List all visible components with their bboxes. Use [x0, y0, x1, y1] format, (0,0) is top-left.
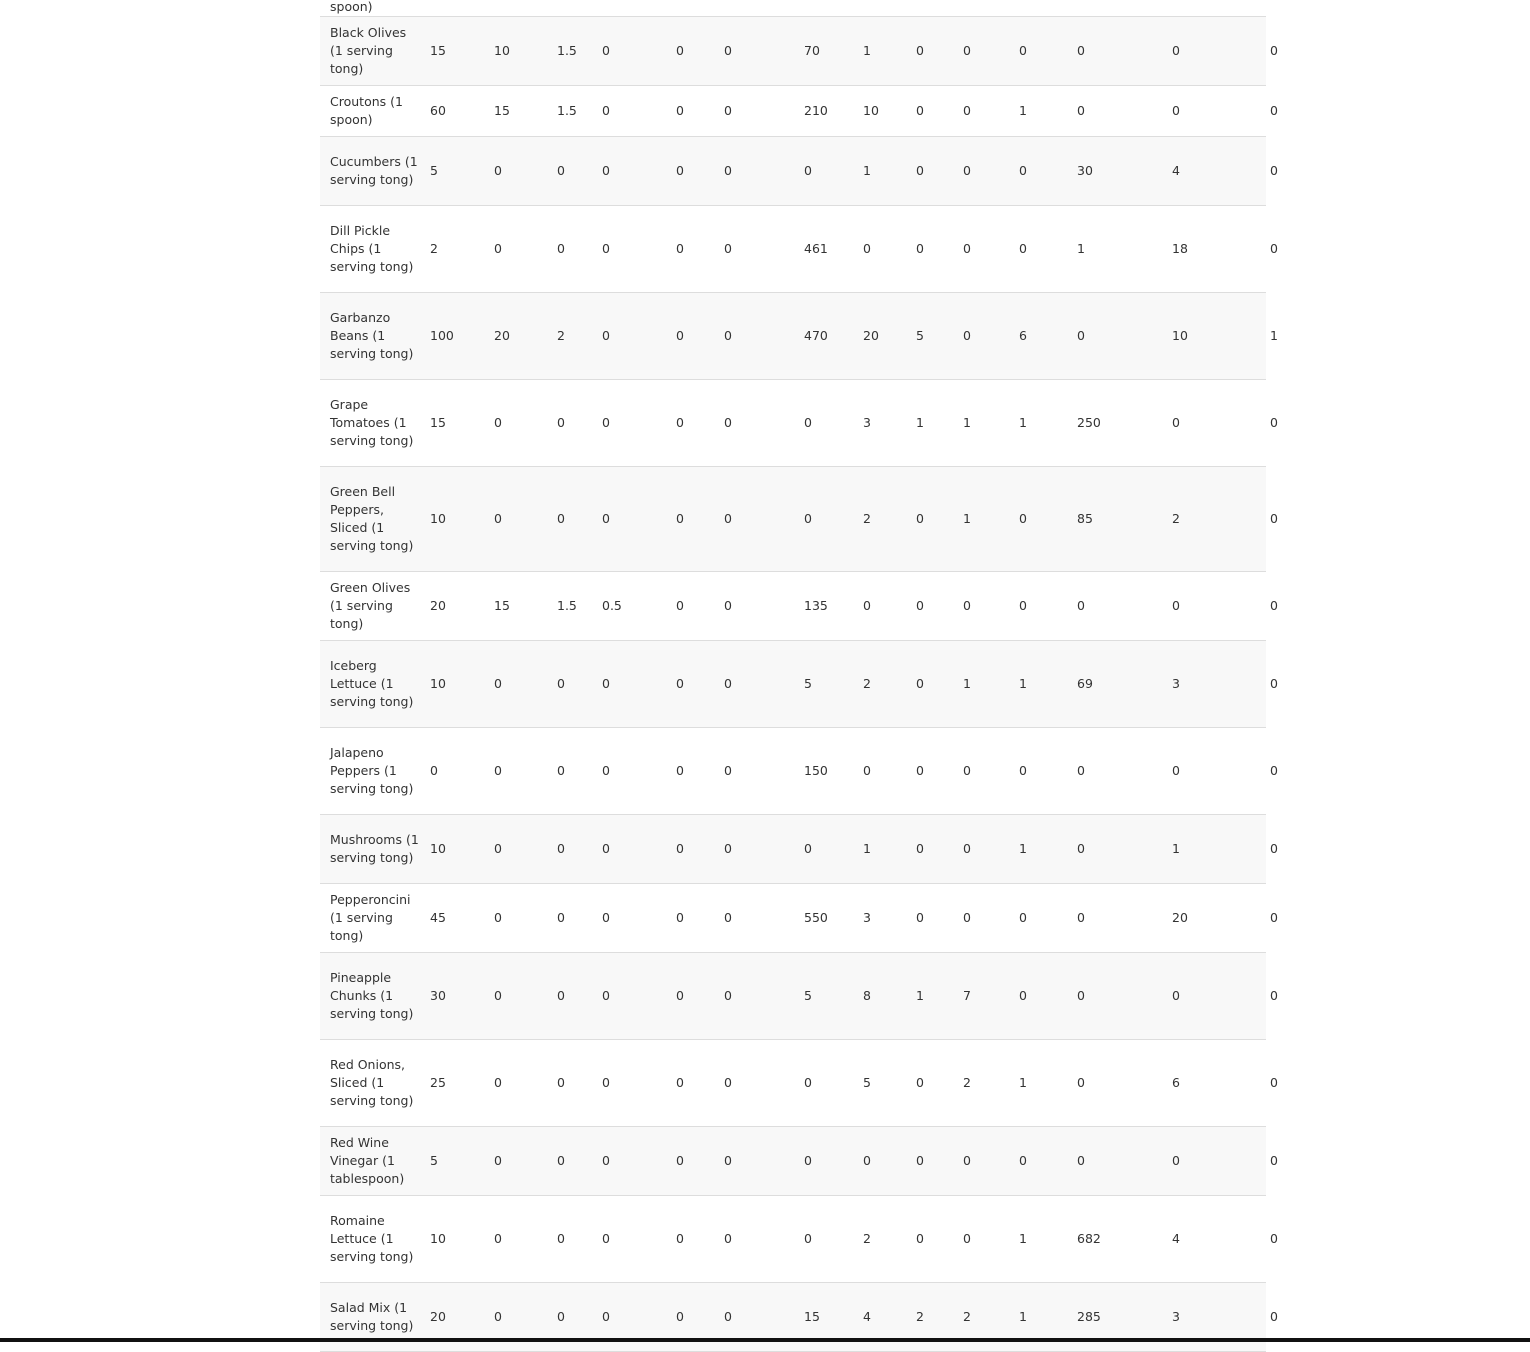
table-row: Mushrooms (1 serving tong) 10 0 0 0 0 0 0 1 0 0 1 0 1 0	[320, 814, 1266, 883]
nutrient-value-cell: 0	[1015, 136, 1073, 205]
nutrient-value-cell: 2	[912, 1282, 959, 1351]
nutrient-value-cell: 0	[490, 1195, 553, 1282]
nutrient-value-cell: 0	[598, 814, 672, 883]
nutrient-value-cell: 250	[1073, 379, 1168, 466]
nutrient-value-cell: 0	[720, 814, 800, 883]
food-name-cell: Croutons (1 spoon)	[320, 85, 426, 136]
food-name-cell: Red Onions, Sliced (1 serving tong)	[320, 1039, 426, 1126]
nutrient-value-cell: 0	[912, 16, 959, 85]
nutrient-value-cell: 0	[959, 1195, 1015, 1282]
nutrient-value-cell: 2	[859, 1195, 912, 1282]
nutrient-value-cell: 0.5	[598, 571, 672, 640]
nutrient-value-cell: 20	[426, 1282, 490, 1351]
nutrient-value-cell: 3	[1168, 640, 1266, 727]
nutrient-value-cell: 0	[1168, 16, 1266, 85]
nutrient-value-cell: 0	[490, 640, 553, 727]
nutrient-value-cell: 0	[1015, 952, 1073, 1039]
nutrient-value-cell: 0	[800, 1039, 859, 1126]
nutrient-value-cell: 150	[800, 727, 859, 814]
nutrient-value-cell: 0	[1073, 571, 1168, 640]
table-row: Cucumbers (1 serving tong) 5 0 0 0 0 0 0 1 0 0 0 30 4 0	[320, 136, 1266, 205]
nutrient-value-cell: 3	[859, 883, 912, 952]
table-row: Salad Mix (1 serving tong) 20 0 0 0 0 0 15 4 2 2 1 285 3 0	[320, 1282, 1266, 1351]
nutrient-value-cell: 0	[800, 136, 859, 205]
nutrient-value-cell: 2	[859, 640, 912, 727]
nutrient-value-cell	[859, 0, 912, 16]
nutrient-value-cell: 1	[1015, 1039, 1073, 1126]
nutrient-value-cell: 6	[1015, 292, 1073, 379]
food-name-cell: Dill Pickle Chips (1 serving tong)	[320, 205, 426, 292]
nutrient-value-cell: 0	[598, 466, 672, 571]
nutrient-value-cell: 30	[426, 952, 490, 1039]
nutrient-value-cell: 0	[720, 85, 800, 136]
nutrient-value-cell: 0	[912, 136, 959, 205]
nutrient-value-cell: 0	[720, 1126, 800, 1195]
food-name-cell: Green Olives (1 serving tong)	[320, 571, 426, 640]
nutrient-value-cell: 0	[859, 727, 912, 814]
nutrient-value-cell: 0	[959, 1126, 1015, 1195]
nutrient-value-cell: 0	[1073, 1126, 1168, 1195]
nutrient-value-cell: 210	[800, 85, 859, 136]
nutrient-value-cell: 10	[426, 814, 490, 883]
nutrient-value-cell: 0	[959, 85, 1015, 136]
nutrient-value-cell	[490, 0, 553, 16]
nutrient-value-cell: 0	[490, 1282, 553, 1351]
nutrient-value-cell: 0	[1015, 571, 1073, 640]
table-row: Pepperoncini (1 serving tong) 45 0 0 0 0 0 550 3 0 0 0 0 20 0	[320, 883, 1266, 952]
nutrient-value-cell: 0	[672, 136, 720, 205]
nutrient-value-cell: 0	[912, 571, 959, 640]
nutrient-value-cell: 0	[912, 1039, 959, 1126]
nutrient-value-cell: 0	[720, 883, 800, 952]
nutrient-value-cell: 10	[426, 466, 490, 571]
nutrient-value-cell: 0	[672, 1126, 720, 1195]
nutrient-value-cell: 45	[426, 883, 490, 952]
table-row: Pineapple Chunks (1 serving tong) 30 0 0 0 0 0 5 8 1 7 0 0 0 0	[320, 952, 1266, 1039]
nutrient-value-cell: 1.5	[553, 571, 598, 640]
nutrient-value-cell: 0	[859, 205, 912, 292]
nutrient-value-cell: 0	[1015, 1126, 1073, 1195]
nutrient-value-cell: 5	[912, 292, 959, 379]
nutrient-value-cell: 0	[912, 466, 959, 571]
nutrient-value-cell: 5	[426, 136, 490, 205]
nutrient-value-cell: 0	[490, 883, 553, 952]
nutrient-value-cell	[1168, 0, 1266, 16]
food-name-cell: Garbanzo Beans (1 serving tong)	[320, 292, 426, 379]
nutrient-value-cell: 70	[800, 16, 859, 85]
table-row: Red Onions, Sliced (1 serving tong) 25 0 0 0 0 0 0 5 0 2 1 0 6 0	[320, 1039, 1266, 1126]
nutrient-value-cell: 30	[1073, 136, 1168, 205]
nutrient-value-cell: 15	[490, 85, 553, 136]
table-row: Croutons (1 spoon) 60 15 1.5 0 0 0 210 10 0 0 1 0 0 0	[320, 85, 1266, 136]
nutrient-value-cell: 0	[553, 136, 598, 205]
nutrient-value-cell: 0	[720, 1195, 800, 1282]
nutrient-value-cell: 2	[959, 1039, 1015, 1126]
nutrient-value-cell: 0	[720, 571, 800, 640]
nutrient-value-cell: 0	[959, 16, 1015, 85]
nutrient-value-cell: 0	[720, 379, 800, 466]
nutrient-value-cell: 0	[598, 1282, 672, 1351]
nutrition-table	[320, 0, 1278, 1352]
nutrient-value-cell: 0	[1073, 727, 1168, 814]
nutrient-value-cell	[800, 0, 859, 16]
nutrient-value-cell: 550	[800, 883, 859, 952]
nutrient-value-cell: 0	[912, 1126, 959, 1195]
nutrient-value-cell: 3	[1168, 1282, 1266, 1351]
nutrient-value-cell: 0	[1073, 292, 1168, 379]
nutrient-value-cell: 0	[1073, 883, 1168, 952]
nutrient-value-cell: 0	[720, 136, 800, 205]
food-name-cell: Jalapeno Peppers (1 serving tong)	[320, 727, 426, 814]
food-name-cell: Grape Tomatoes (1 serving tong)	[320, 379, 426, 466]
nutrient-value-cell: 1	[959, 640, 1015, 727]
nutrient-value-cell: 0	[912, 205, 959, 292]
nutrient-value-cell: 10	[426, 640, 490, 727]
nutrient-value-cell: 15	[426, 16, 490, 85]
nutrient-value-cell	[553, 0, 598, 16]
nutrient-value-cell	[426, 0, 490, 16]
nutrient-value-cell: 0	[598, 640, 672, 727]
nutrient-value-cell	[598, 0, 672, 16]
nutrient-value-cell: 1	[1015, 379, 1073, 466]
nutrient-value-cell: 0	[1168, 952, 1266, 1039]
nutrient-value-cell: 1	[859, 136, 912, 205]
nutrient-value-cell: 1	[912, 952, 959, 1039]
table-row: Black Olives (1 serving tong) 15 10 1.5 0 0 0 70 1 0 0 0 0 0 0	[320, 16, 1266, 85]
nutrient-value-cell: 0	[490, 952, 553, 1039]
nutrient-value-cell: 1	[1015, 85, 1073, 136]
nutrient-value-cell: 0	[672, 1195, 720, 1282]
nutrient-value-cell: 0	[553, 814, 598, 883]
nutrient-value-cell: 1	[1168, 814, 1266, 883]
nutrient-value-cell: 0	[490, 814, 553, 883]
nutrient-value-cell: 0	[1015, 16, 1073, 85]
nutrient-value-cell: 10	[490, 16, 553, 85]
nutrient-value-cell: 2	[959, 1282, 1015, 1351]
nutrient-value-cell: 0	[959, 571, 1015, 640]
nutrient-value-cell: 0	[959, 205, 1015, 292]
nutrient-value-cell: 0	[490, 1126, 553, 1195]
nutrient-value-cell: 461	[800, 205, 859, 292]
nutrient-value-cell: 0	[1168, 85, 1266, 136]
nutrient-value-cell: 0	[1168, 379, 1266, 466]
nutrient-value-cell: 5	[800, 640, 859, 727]
nutrient-value-cell: 0	[800, 814, 859, 883]
nutrient-value-cell: 0	[1168, 571, 1266, 640]
nutrient-value-cell: 1.5	[553, 85, 598, 136]
nutrient-value-cell: 0	[672, 379, 720, 466]
nutrient-value-cell: 5	[859, 1039, 912, 1126]
nutrient-value-cell: 0	[598, 1195, 672, 1282]
nutrient-value-cell: 0	[800, 1126, 859, 1195]
nutrient-value-cell: 1	[912, 379, 959, 466]
nutrient-value-cell: 0	[598, 379, 672, 466]
nutrient-value-cell: 0	[912, 883, 959, 952]
nutrient-value-cell	[912, 0, 959, 16]
nutrient-value-cell	[1073, 0, 1168, 16]
nutrient-value-cell: 1	[859, 814, 912, 883]
table-row: Green Bell Peppers, Sliced (1 serving tong) 10 0 0 0 0 0 0 2 0 1 0 85 2 0	[320, 466, 1266, 571]
nutrient-value-cell: 0	[672, 571, 720, 640]
table-row: Grape Tomatoes (1 serving tong) 15 0 0 0 0 0 0 3 1 1 1 250 0 0	[320, 379, 1266, 466]
nutrient-value-cell: 1	[959, 379, 1015, 466]
nutrient-value-cell: 0	[1073, 814, 1168, 883]
food-name-cell: Pineapple Chunks (1 serving tong)	[320, 952, 426, 1039]
nutrient-value-cell: 0	[598, 292, 672, 379]
nutrient-value-cell: 10	[859, 85, 912, 136]
nutrient-value-cell: 0	[720, 1039, 800, 1126]
nutrient-value-cell: 0	[672, 466, 720, 571]
nutrient-value-cell: 0	[553, 205, 598, 292]
nutrient-value-cell: 0	[553, 952, 598, 1039]
nutrient-value-cell: 0	[720, 1282, 800, 1351]
nutrient-value-cell: 0	[490, 1039, 553, 1126]
nutrient-value-cell: 0	[859, 1126, 912, 1195]
nutrient-value-cell: 0	[672, 1039, 720, 1126]
nutrient-value-cell: 0	[1073, 952, 1168, 1039]
nutrient-value-cell: 0	[598, 205, 672, 292]
nutrient-value-cell: 0	[490, 379, 553, 466]
food-name-cell: Red Wine Vinegar (1 tablespoon)	[320, 1126, 426, 1195]
table-row: Garbanzo Beans (1 serving tong) 100 20 2 0 0 0 470 20 5 0 6 0 10 1	[320, 292, 1266, 379]
nutrient-value-cell: 0	[1168, 1126, 1266, 1195]
nutrient-value-cell: 20	[1168, 883, 1266, 952]
nutrient-value-cell: 1	[1015, 640, 1073, 727]
nutrient-value-cell: 0	[553, 1195, 598, 1282]
nutrient-value-cell: 20	[426, 571, 490, 640]
nutrient-value-cell: 1	[1073, 205, 1168, 292]
nutrient-value-cell: 0	[672, 883, 720, 952]
nutrient-value-cell: 2	[1168, 466, 1266, 571]
nutrient-value-cell: 0	[1073, 85, 1168, 136]
nutrient-value-cell: 1	[1015, 1282, 1073, 1351]
nutrient-value-cell: 682	[1073, 1195, 1168, 1282]
nutrient-value-cell: 0	[553, 883, 598, 952]
nutrient-value-cell: 0	[598, 136, 672, 205]
nutrient-value-cell: 4	[1168, 1195, 1266, 1282]
food-name-cell: Cucumbers (1 serving tong)	[320, 136, 426, 205]
food-name-cell: Black Olives (1 serving tong)	[320, 16, 426, 85]
nutrient-value-cell	[720, 0, 800, 16]
nutrient-value-cell: 0	[800, 379, 859, 466]
nutrient-value-cell: 0	[553, 1282, 598, 1351]
nutrient-value-cell: 0	[672, 1282, 720, 1351]
nutrient-value-cell: 0	[859, 571, 912, 640]
nutrient-value-cell: 10	[1168, 292, 1266, 379]
food-name-cell: Iceberg Lettuce (1 serving tong)	[320, 640, 426, 727]
nutrient-value-cell	[959, 0, 1015, 16]
nutrient-value-cell: 0	[598, 883, 672, 952]
nutrient-value-cell: 0	[1073, 1039, 1168, 1126]
nutrient-value-cell: 25	[426, 1039, 490, 1126]
nutrient-value-cell: 0	[598, 16, 672, 85]
nutrient-value-cell: 470	[800, 292, 859, 379]
nutrient-value-cell: 3	[859, 379, 912, 466]
table-row: Red Wine Vinegar (1 tablespoon) 5 0 0 0 0 0 0 0 0 0 0 0 0 0	[320, 1126, 1266, 1195]
bottom-edge-bar	[0, 1338, 1530, 1342]
nutrient-value-cell: 18	[1168, 205, 1266, 292]
nutrition-table-body	[320, 0, 1278, 1351]
nutrient-value-cell: 0	[598, 727, 672, 814]
nutrient-value-cell: 0	[959, 292, 1015, 379]
nutrient-value-cell: 85	[1073, 466, 1168, 571]
nutrient-value-cell: 0	[912, 85, 959, 136]
nutrient-value-cell: 4	[859, 1282, 912, 1351]
nutrient-value-cell: 0	[1073, 16, 1168, 85]
table-row: Iceberg Lettuce (1 serving tong) 10 0 0 0 0 0 5 2 0 1 1 69 3 0	[320, 640, 1266, 727]
nutrient-value-cell: 0	[490, 136, 553, 205]
nutrient-value-cell: 0	[672, 952, 720, 1039]
nutrient-value-cell: 0	[800, 466, 859, 571]
nutrient-value-cell: 0	[959, 814, 1015, 883]
nutrition-table-container	[320, 0, 1278, 1352]
nutrient-value-cell: 2	[553, 292, 598, 379]
food-name-cell: Salad Mix (1 serving tong)	[320, 1282, 426, 1351]
nutrient-value-cell: 0	[553, 1126, 598, 1195]
nutrient-value-cell: 0	[672, 85, 720, 136]
nutrient-value-cell: 135	[800, 571, 859, 640]
nutrient-value-cell: 0	[959, 727, 1015, 814]
nutrient-value-cell: 0	[720, 466, 800, 571]
nutrient-value-cell: 0	[1015, 205, 1073, 292]
nutrient-value-cell: 1.5	[553, 16, 598, 85]
nutrient-value-cell: 0	[672, 16, 720, 85]
nutrient-value-cell: 0	[598, 952, 672, 1039]
nutrient-value-cell: 0	[1015, 466, 1073, 571]
nutrient-value-cell: 7	[959, 952, 1015, 1039]
nutrient-value-cell: 4	[1168, 136, 1266, 205]
nutrient-value-cell: 1	[959, 466, 1015, 571]
table-row: Dill Pickle Chips (1 serving tong) 2 0 0 0 0 0 461 0 0 0 0 1 18 0	[320, 205, 1266, 292]
nutrient-value-cell: 0	[720, 205, 800, 292]
nutrient-value-cell: 0	[598, 85, 672, 136]
nutrient-value-cell: 1	[859, 16, 912, 85]
nutrient-value-cell: 0	[553, 640, 598, 727]
nutrient-value-cell: 0	[553, 727, 598, 814]
nutrient-value-cell: 0	[672, 814, 720, 883]
nutrient-value-cell	[672, 0, 720, 16]
food-name-cell: spoon)	[320, 0, 426, 16]
nutrient-value-cell: 20	[859, 292, 912, 379]
nutrient-value-cell: 0	[720, 727, 800, 814]
nutrient-value-cell: 285	[1073, 1282, 1168, 1351]
nutrient-value-cell: 0	[1168, 727, 1266, 814]
nutrient-value-cell: 20	[490, 292, 553, 379]
nutrient-value-cell: 0	[553, 466, 598, 571]
nutrient-value-cell: 0	[490, 205, 553, 292]
nutrient-value-cell: 0	[720, 640, 800, 727]
nutrient-value-cell: 0	[490, 466, 553, 571]
nutrient-value-cell: 0	[553, 379, 598, 466]
nutrient-value-cell: 15	[800, 1282, 859, 1351]
nutrient-value-cell: 0	[959, 883, 1015, 952]
nutrient-value-cell: 0	[912, 1195, 959, 1282]
nutrient-value-cell: 0	[426, 727, 490, 814]
food-name-cell: Green Bell Peppers, Sliced (1 serving tong)	[320, 466, 426, 571]
nutrient-value-cell: 0	[672, 640, 720, 727]
food-name-cell: Mushrooms (1 serving tong)	[320, 814, 426, 883]
nutrient-value-cell: 6	[1168, 1039, 1266, 1126]
nutrient-value-cell: 0	[553, 1039, 598, 1126]
food-name-cell: Pepperoncini (1 serving tong)	[320, 883, 426, 952]
nutrient-value-cell: 0	[959, 136, 1015, 205]
table-row: Green Olives (1 serving tong) 20 15 1.5 0.5 0 0 135 0 0 0 0 0 0 0	[320, 571, 1266, 640]
nutrient-value-cell: 10	[426, 1195, 490, 1282]
nutrient-value-cell: 0	[598, 1126, 672, 1195]
food-name-cell: Romaine Lettuce (1 serving tong)	[320, 1195, 426, 1282]
nutrient-value-cell: 0	[672, 205, 720, 292]
nutrient-value-cell: 0	[912, 640, 959, 727]
nutrient-value-cell: 0	[720, 16, 800, 85]
nutrient-value-cell: 60	[426, 85, 490, 136]
nutrient-value-cell: 1	[1015, 1195, 1073, 1282]
nutrient-value-cell: 5	[426, 1126, 490, 1195]
table-row: Jalapeno Peppers (1 serving tong) 0 0 0 0 0 0 150 0 0 0 0 0 0 0	[320, 727, 1266, 814]
nutrient-value-cell: 0	[912, 727, 959, 814]
nutrient-value-cell: 0	[490, 727, 553, 814]
nutrient-value-cell	[1015, 0, 1073, 16]
nutrient-value-cell: 0	[598, 1039, 672, 1126]
table-row: Romaine Lettuce (1 serving tong) 10 0 0 0 0 0 0 2 0 0 1 682 4 0	[320, 1195, 1266, 1282]
nutrient-value-cell: 0	[720, 292, 800, 379]
nutrient-value-cell: 0	[912, 814, 959, 883]
nutrient-value-cell: 0	[672, 727, 720, 814]
nutrient-value-cell: 0	[720, 952, 800, 1039]
nutrient-value-cell: 2	[426, 205, 490, 292]
nutrient-value-cell: 8	[859, 952, 912, 1039]
nutrient-value-cell: 0	[672, 292, 720, 379]
nutrient-value-cell: 2	[859, 466, 912, 571]
nutrient-value-cell: 15	[490, 571, 553, 640]
nutrient-value-cell: 1	[1015, 814, 1073, 883]
nutrient-value-cell: 100	[426, 292, 490, 379]
nutrient-value-cell: 69	[1073, 640, 1168, 727]
nutrient-value-cell: 0	[800, 1195, 859, 1282]
nutrient-value-cell: 15	[426, 379, 490, 466]
nutrient-value-cell: 0	[1015, 727, 1073, 814]
table-row	[320, 0, 1266, 16]
nutrient-value-cell: 0	[1015, 883, 1073, 952]
nutrient-value-cell: 5	[800, 952, 859, 1039]
